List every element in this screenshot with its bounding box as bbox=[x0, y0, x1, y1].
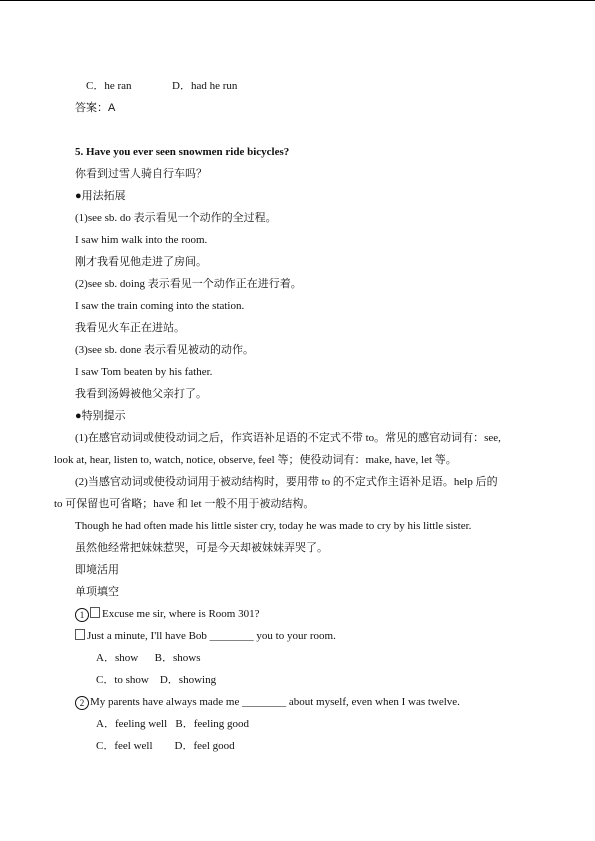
question-number-circle: 1 bbox=[75, 608, 89, 622]
q4-answer: 答案：A bbox=[75, 102, 116, 114]
usage-3: (3)see sb. done 表示看见被动的动作。 bbox=[75, 344, 255, 356]
practice-subtitle: 单项填空 bbox=[75, 586, 119, 598]
question-1-options-cd: C．to show D．showing bbox=[96, 674, 217, 686]
tip-2-line-2: to 可保留也可省略；have 和 let 一般不用于被动结构。 bbox=[54, 498, 315, 510]
q4-option-d: D．had he run bbox=[172, 80, 238, 92]
usage-1: (1)see sb. do 表示看见一个动作的全过程。 bbox=[75, 212, 277, 224]
question-2-options-cd: C．feel well D．feel good bbox=[96, 740, 235, 752]
question-1-line-1 bbox=[75, 607, 260, 622]
question-2-text: My parents have always made me ________ about myself, even when I was twelve. bbox=[90, 696, 460, 708]
question-2-options-ab: A．feeling well B．feeling good bbox=[96, 718, 250, 730]
question-1-options-ab: A．show B．shows bbox=[96, 652, 201, 664]
tip-1-line-1: (1)在感官动词或使役动词之后，作宾语补足语的不定式不带 to。常见的感官动词有：see, bbox=[75, 432, 501, 444]
usage-title: ●用法拓展 bbox=[75, 190, 126, 202]
question-1-text-2: Just a minute, I'll have Bob ________ you to your room. bbox=[87, 630, 336, 642]
top-border-line bbox=[0, 0, 595, 1]
dialogue-box-icon bbox=[90, 607, 100, 618]
usage-2: (2)see sb. doing 表示看见一个动作正在进行着。 bbox=[75, 278, 302, 290]
tip-example-en: Though he had often made his little sister cry, today he was made to cry by his little sister. bbox=[75, 520, 472, 532]
question-number-circle: 2 bbox=[75, 696, 89, 710]
question-2-line-1 bbox=[75, 695, 460, 710]
usage-3-example-cn: 我看到汤姆被他父亲打了。 bbox=[75, 388, 207, 400]
usage-2-example-cn: 我看见火车正在进站。 bbox=[75, 322, 185, 334]
tips-title: ●特别提示 bbox=[75, 410, 126, 422]
tip-2-line-1: (2)当感官动词或使役动词用于被动结构时，要用带 to 的不定式作主语补足语。help 后的 bbox=[75, 476, 498, 488]
tip-1-line-2: look at, hear, listen to, watch, notice, observe, feel 等；使役动词有：make, have, let 等。 bbox=[54, 454, 457, 466]
q5-translation: 你看到过雪人骑自行车吗？ bbox=[75, 168, 207, 180]
question-1-text: Excuse me sir, where is Room 301? bbox=[102, 608, 260, 620]
q4-option-c: C．he ran bbox=[86, 80, 132, 92]
question-1-line-2 bbox=[75, 629, 336, 643]
dialogue-box-icon bbox=[75, 629, 85, 640]
usage-1-example-cn: 刚才我看见他走进了房间。 bbox=[75, 256, 207, 268]
practice-title: 即境活用 bbox=[75, 564, 119, 576]
q5-heading: 5. Have you ever seen snowmen ride bicycles? bbox=[75, 146, 290, 158]
usage-2-example-en: I saw the train coming into the station. bbox=[75, 300, 245, 312]
tip-example-cn: 虽然他经常把妹妹惹哭，可是今天却被妹妹弄哭了。 bbox=[75, 542, 328, 554]
usage-1-example-en: I saw him walk into the room. bbox=[75, 234, 208, 246]
usage-3-example-en: I saw Tom beaten by his father. bbox=[75, 366, 213, 378]
